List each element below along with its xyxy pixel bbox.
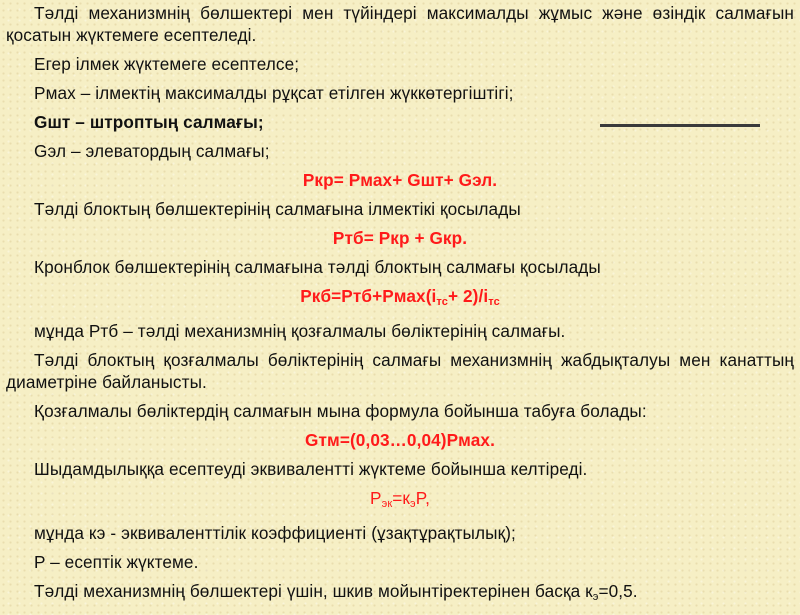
formula-1: Pкр= Pмах+ Gшт+ Gэл.	[302, 170, 498, 190]
formula-5-part1: P	[370, 488, 382, 508]
paragraph-14	[6, 580, 794, 615]
formula-3-sub1: тс	[436, 296, 448, 308]
paragraph-10: Қозғалмалы бөліктердің салмағын мына формула бойынша табуға болады:	[34, 401, 647, 421]
paragraph-4: Gшт – штроптың салмағы;	[34, 112, 264, 132]
paragraph-2: Егер ілмек жүктемеге есептелсе;	[34, 54, 300, 74]
paragraph-7: Кронблок бөлшектерінің салмағына тәлді блоктың салмағы қосылады	[34, 257, 601, 277]
paragraph-6: Тәлді блоктың бөлшектерінің салмағына ілмектікі қосылады	[34, 199, 521, 219]
paragraph-11: Шыдамдылыққа есептеуді эквивалентті жүктеме бойынша келтіреді.	[34, 459, 588, 479]
formula-5	[6, 487, 794, 522]
paragraph-14-sub: э	[592, 591, 599, 603]
paragraph-9: Тәлді блоктың қозғалмалы бөліктерінің салмағы механизмнің жабдықталуы мен канаттың диаметріне байланысты.	[6, 350, 794, 392]
formula-3-part2: + 2)/i	[447, 286, 489, 306]
formula-5-part3: P,	[415, 488, 430, 508]
formula-3-part1: Pкб=Pтб+Pмах(i	[300, 286, 437, 306]
formula-3-sub2: тс	[488, 296, 500, 308]
paragraph-1: Тәлді механизмнің бөлшектері мен түйіндері максималды жұмыс және өзіндік салмағын қосатын жүктемеге есептеледі.	[6, 3, 794, 45]
paragraph-3: Pмах – ілмектің максималды рұқсат етілген жүккөтергіштігі;	[34, 83, 514, 103]
paragraph-5: Gэл – элеватордың салмағы;	[34, 141, 270, 161]
formula-2: Pтб= Pкр + Gкр.	[332, 228, 468, 248]
formula-5-part2: =к	[392, 488, 411, 508]
formula-4: Gтм=(0,03…0,04)Pмах.	[305, 430, 495, 450]
paragraph-8: мұнда Pтб – тәлді механизмнің қозғалмалы бөліктерінің салмағы.	[34, 321, 566, 341]
formula-3	[6, 285, 794, 320]
formula-5-sub1: эк	[381, 498, 393, 510]
paragraph-14-tail: =0,5.	[598, 581, 638, 601]
paragraph-13: P – есептік жүктеме.	[34, 552, 199, 572]
slide-body	[6, 2, 794, 615]
formula-5-sub2: э	[410, 498, 416, 510]
paragraph-14-text: Тәлді механизмнің бөлшектері үшін, шкив мойынтіректерінен басқа к	[34, 581, 593, 601]
paragraph-12: мұнда кэ - эквиваленттілік коэффициенті (ұзақтұрақтылық);	[34, 523, 516, 543]
